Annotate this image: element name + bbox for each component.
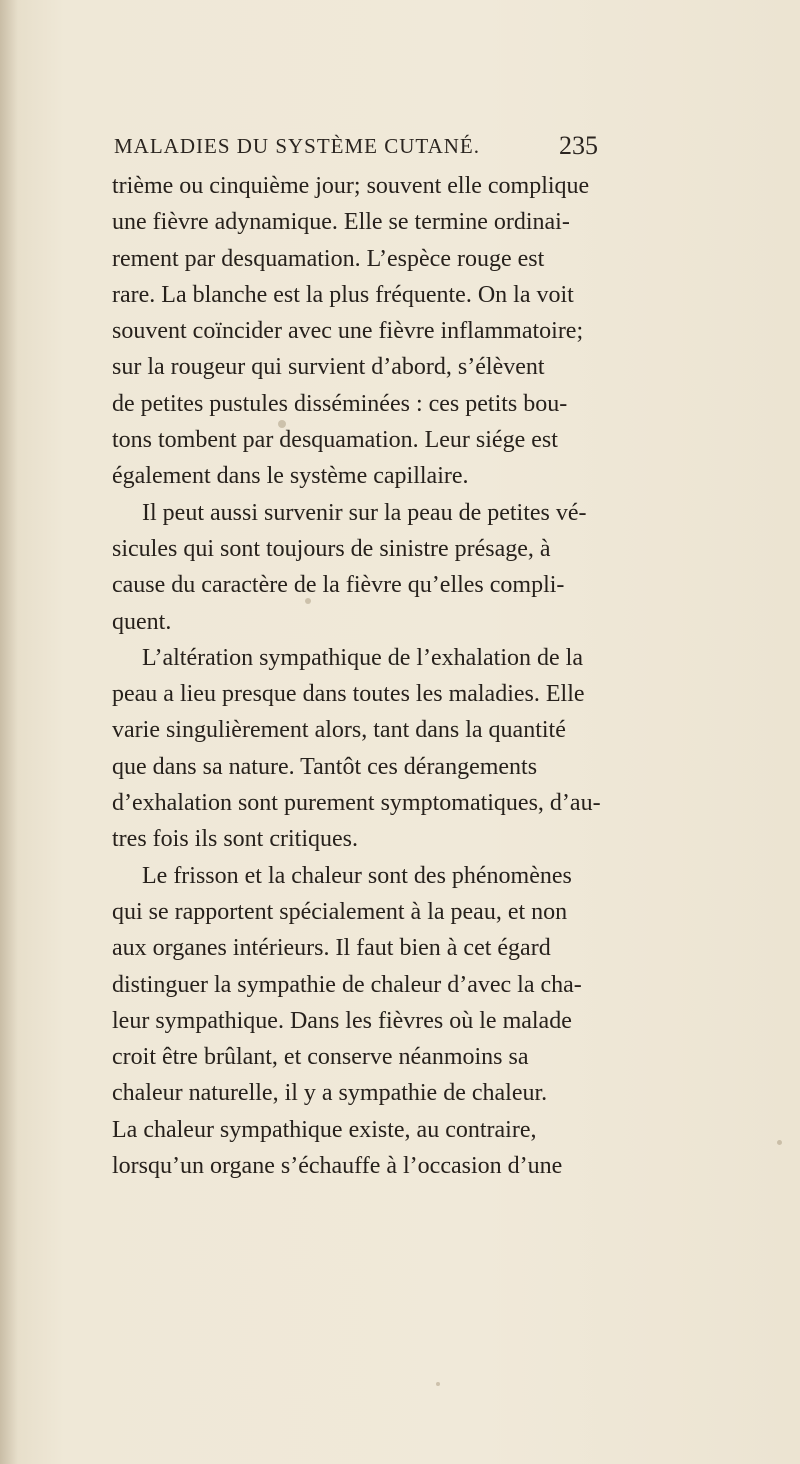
text-line: leur sympathique. Dans les fièvres où le malade — [112, 1007, 572, 1034]
text-line: aux organes intérieurs. Il faut bien à cet égard — [112, 935, 551, 962]
paper-spot — [278, 420, 286, 428]
text-line: peau a lieu presque dans toutes les maladies. Elle — [112, 681, 585, 708]
text-line: d’exhalation sont purement symptomatiques, d’au- — [112, 790, 601, 817]
text-line: croit être brûlant, et conserve néanmoins sa — [112, 1044, 529, 1071]
body-text — [112, 168, 612, 1184]
text-line: L’altération sympathique de l’exhalation de la — [142, 644, 583, 671]
text-line: Il peut aussi survenir sur la peau de petites vé- — [142, 499, 587, 526]
page-header — [114, 131, 598, 166]
text-line: rement par desquamation. L’espèce rouge est — [112, 245, 545, 272]
text-line: lorsqu’un organe s’échauffe à l’occasion d’une — [112, 1153, 563, 1180]
text-line: Le frisson et la chaleur sont des phénomènes — [142, 862, 572, 889]
text-line: qui se rapportent spécialement à la peau, et non — [112, 898, 568, 925]
text-line: distinguer la sympathie de chaleur d’avec la cha- — [112, 971, 582, 998]
text-line: une fièvre adynamique. Elle se termine ordinai- — [112, 209, 570, 236]
running-title: MALADIES DU SYSTÈME CUTANÉ. — [114, 134, 480, 158]
paper-spot — [777, 1140, 782, 1145]
text-line: La chaleur sympathique existe, au contraire, — [112, 1116, 537, 1143]
text-line: de petites pustules disséminées : ces petits bou- — [112, 390, 568, 417]
text-line: également dans le système capillaire. — [112, 463, 469, 490]
text-line: sicules qui sont toujours de sinistre présage, à — [112, 535, 551, 562]
page-number: 235 — [559, 131, 598, 160]
text-line: quent. — [112, 608, 172, 635]
text-line: rare. La blanche est la plus fréquente. On la voit — [112, 281, 574, 308]
text-line: varie singulièrement alors, tant dans la quantité — [112, 717, 566, 744]
page-edge-shadow — [0, 0, 18, 1464]
text-line: chaleur naturelle, il y a sympathie de chaleur. — [112, 1080, 548, 1107]
text-line: tons tombent par desquamation. Leur siége est — [112, 427, 558, 454]
paper-spot — [305, 598, 311, 604]
paper-spot — [436, 1382, 440, 1386]
text-line: cause du caractère de la fièvre qu’elles compli- — [112, 572, 565, 599]
text-line: trième ou cinquième jour; souvent elle complique — [112, 173, 590, 199]
text-line: souvent coïncider avec une fièvre inflammatoire; — [112, 318, 584, 345]
text-line: sur la rougeur qui survient d’abord, s’élèvent — [112, 354, 545, 381]
text-line: que dans sa nature. Tantôt ces dérangements — [112, 753, 538, 780]
text-line: tres fois ils sont critiques. — [112, 826, 358, 853]
